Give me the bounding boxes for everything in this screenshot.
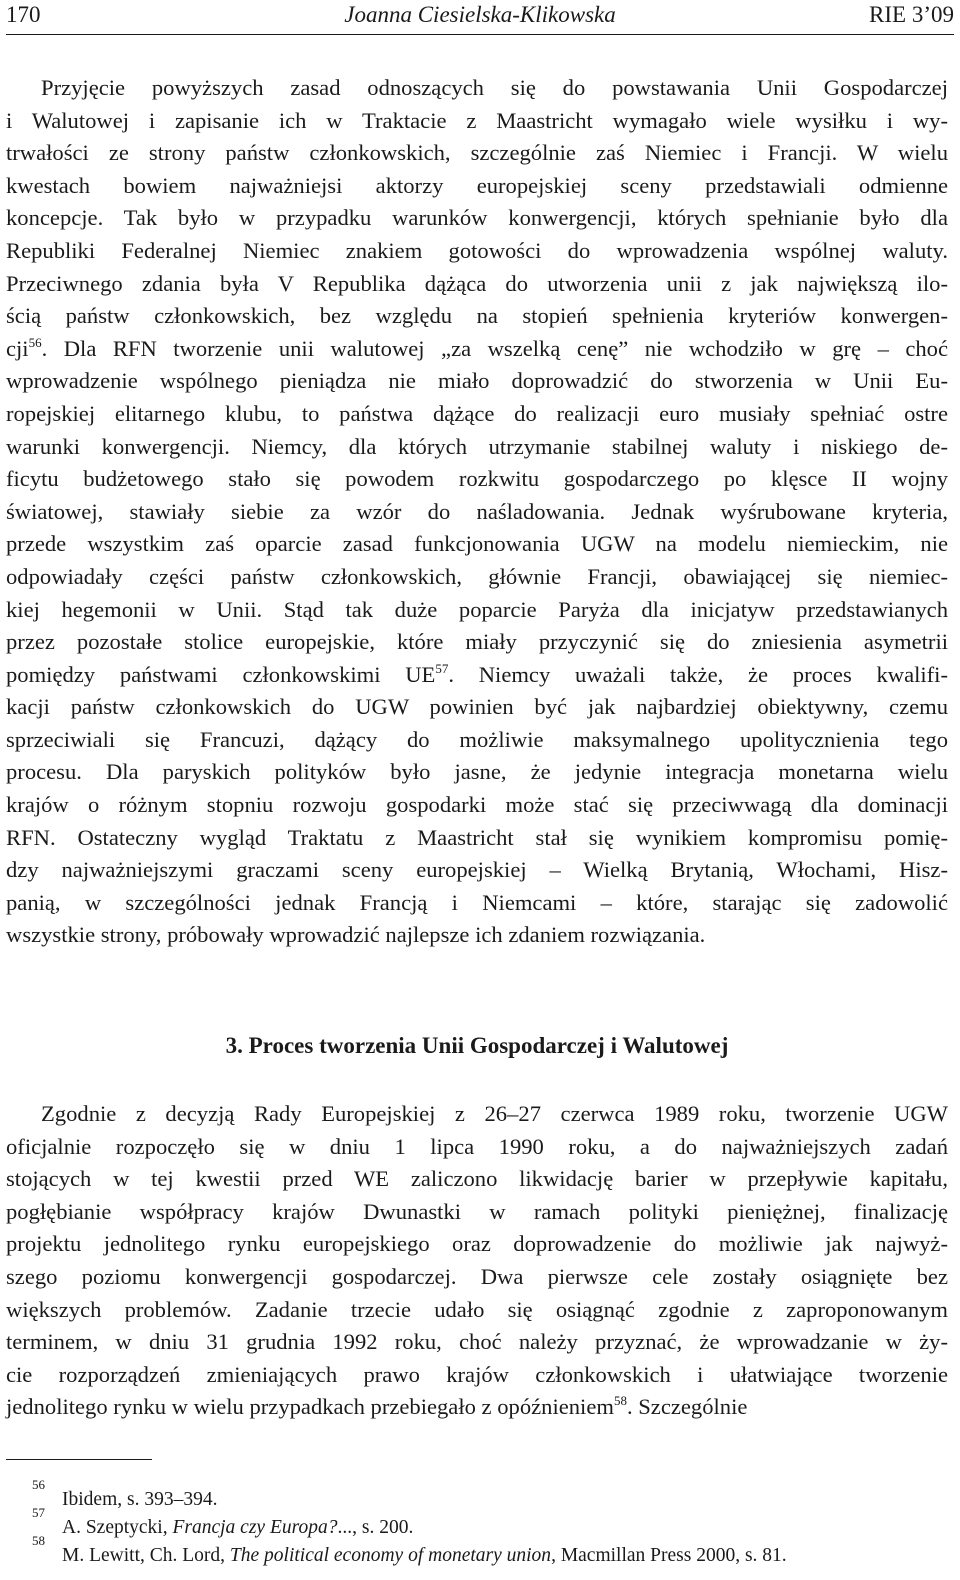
footnote-title: Francja czy Europa? <box>172 1517 338 1538</box>
line-text: projektu jednolitego rynku europejskiego oraz doprowadzenie do możliwie jak najwyż- <box>6 1231 948 1257</box>
line-text: RFN. Ostateczny wygląd Traktatu z Maastricht stał się wynikiem kompromisu pomię- <box>6 824 948 850</box>
line-text: szego poziomu konwergencji gospodarczej. Dwa pierwsze cele zostały osiągnięte bez <box>6 1263 948 1289</box>
paragraph-2 <box>6 1098 948 1424</box>
line-text: większych problemów. Zadanie trzecie udało się osiągnąć zgodnie z zaproponowanym <box>6 1296 948 1322</box>
line-text: pogłębianie współpracy krajów Dwunastki w ramach polityki pieniężnej, finalizację <box>6 1198 948 1224</box>
line-text: procesu. Dla paryskich polityków było jasne, że jedynie integracja monetarna wielu <box>6 759 948 785</box>
line-text: kwestach bowiem najważniejsi aktorzy europejskiej sceny przedstawiali odmienne <box>6 172 948 198</box>
text-line <box>6 1228 948 1261</box>
line-text: i Walutowej i zapisanie ich w Traktacie z Maastricht wymagało wiele wysiłku i wy- <box>6 107 948 133</box>
line-text: sprzeciwiali się Francuzi, dążący do możliwie maksymalnego upolitycznienia tego <box>6 726 948 752</box>
footnote-separator <box>6 1459 152 1460</box>
line-text: krajów o różnym stopniu rozwoju gospodarki może stać się przeciwwagą dla dominacji <box>6 792 948 818</box>
footnote-56 <box>6 1477 948 1514</box>
footnotes <box>6 1477 948 1570</box>
line-text: kacji państw członkowskich do UGW powinien być jak najbardziej obiektywny, czemu <box>6 694 948 720</box>
line-text: ścią państw członkowskich, bez względu na stopień spełnienia kryteriów konwergen- <box>6 303 948 329</box>
text-line <box>6 594 948 627</box>
line-text: dzy najważniejszymi graczami sceny europejskiej – Wielką Brytanią, Włochami, Hisz- <box>6 857 948 883</box>
text-line <box>6 1098 948 1131</box>
text-line <box>6 365 948 398</box>
footnote-text <box>62 1514 413 1542</box>
page-number: 170 <box>6 2 41 27</box>
footnote-57 <box>6 1505 948 1542</box>
text-line <box>6 398 948 431</box>
line-text: światowej, stawiały siebie za wzór do naśladowania. Jednak wyśrubowane kryteria, <box>6 498 948 524</box>
text-line <box>6 431 948 464</box>
text-line <box>6 561 948 594</box>
text-line <box>6 170 948 203</box>
line-text: cji <box>6 335 29 361</box>
text-line <box>6 919 948 952</box>
text-line <box>6 822 948 855</box>
line-text: jednolitego rynku w wielu przypadkach przebiegało z opóźnieniem <box>6 1394 614 1420</box>
text-line <box>6 854 948 887</box>
text-line <box>6 1359 948 1392</box>
footnote-text-part: A. Szeptycki, <box>62 1517 173 1538</box>
line-text: pomiędzy państwami członkowskimi UE <box>6 661 436 687</box>
footnote-reference: 57 <box>435 660 449 676</box>
footnote-text-part: , Macmillan Press 2000, s. 81. <box>551 1545 787 1566</box>
line-text: Republiki Federalnej Niemiec znakiem gotowości do wprowadzenia wspólnej waluty. <box>6 237 948 263</box>
line-text: Zgodnie z decyzją Rady Europejskiej z 26–27 czerwca 1989 roku, tworzenie UGW <box>41 1101 948 1126</box>
line-text: cie rozporządzeń zmieniających prawo krajów członkowskich i ułatwiające tworzenie <box>6 1361 948 1387</box>
line-text: wprowadzenie wspólnego pieniądza nie miało doprowadzić do stworzenia w Unii Eu- <box>6 368 948 394</box>
line-text: wszystkie strony, próbowały wprowadzić najlepsze ich zdaniem rozwiązania. <box>6 922 706 948</box>
journal-issue: RIE 3’09 <box>869 2 954 27</box>
line-text: trwałości ze strony państw członkowskich, szczególnie zaś Niemiec i Francji. W wielu <box>6 140 948 166</box>
text-line <box>6 300 948 333</box>
line-text: ropejskiej elitarnego klubu, to państwa dążące do realizacji euro musiały spełniać ostre <box>6 400 948 426</box>
text-line <box>6 1196 948 1229</box>
footnote-reference: 56 <box>28 334 42 350</box>
line-text: stojących w tej kwestii przed WE zaliczono likwidację barier w przepływie kapitału, <box>6 1166 948 1192</box>
text-line <box>6 137 948 170</box>
footnote-text <box>62 1486 217 1514</box>
footnote-text-part: M. Lewitt, Ch. Lord, <box>62 1545 230 1566</box>
line-text: odpowiadały części państw członkowskich, głównie Francji, obawiającej się niemiec- <box>6 563 948 589</box>
text-line <box>6 72 948 105</box>
footnote-text <box>62 1542 787 1570</box>
line-text-continued: . Dla RFN tworzenie unii walutowej „za wszelką cenę” nie wchodziło w grę – choć <box>41 335 948 361</box>
footnote-text-part: Ibidem, s. 393–394. <box>62 1489 218 1510</box>
author-name: Joanna Ciesielska-Klikowska <box>344 2 616 27</box>
line-text: przede wszystkim zaś oparcie zasad funkcjonowania UGW na modelu niemieckim, nie <box>6 531 948 557</box>
text-line <box>6 691 948 724</box>
footnote-text-part: ..., s. 200. <box>337 1517 414 1538</box>
paragraph-1 <box>6 72 948 952</box>
text-line <box>6 105 948 138</box>
line-text: panią, w szczególności jednak Francją i Niemcami – które, starając się zadowolić <box>6 889 948 915</box>
text-line <box>6 1326 948 1359</box>
text-line <box>6 1294 948 1327</box>
section-heading: 3. Proces tworzenia Unii Gospodarczej i Walutowej <box>225 1033 729 1058</box>
text-line <box>6 235 948 268</box>
text-line <box>6 202 948 235</box>
line-text-continued: . Niemcy uważali także, że proces kwalifi- <box>448 661 948 687</box>
footnote-title: The political economy of monetary union <box>229 1545 552 1566</box>
text-line <box>6 1131 948 1164</box>
footnote-number: 58 <box>32 1533 45 1548</box>
text-line <box>6 626 948 659</box>
text-line <box>6 528 948 561</box>
line-text: Przyjęcie powyższych zasad odnoszących się do powstawania Unii Gospodarczej <box>41 75 948 100</box>
text-line <box>6 496 948 529</box>
footnote-number: 56 <box>32 1477 45 1492</box>
line-text: kiej hegemonii w Unii. Stąd tak duże poparcie Paryża dla inicjatyw przedstawianych <box>6 596 948 622</box>
line-text: koncepcje. Tak było w przypadku warunków konwergencji, których spełnianie było dla <box>6 205 948 231</box>
line-text: przez pozostałe stolice europejskie, które miały przyczynić się do zniesienia asymetrii <box>6 629 948 655</box>
line-text: warunki konwergencji. Niemcy, dla których utrzymanie stabilnej waluty i niskiego de- <box>6 433 948 459</box>
text-line <box>6 724 948 757</box>
line-text: terminem, w dniu 31 grudnia 1992 roku, choć należy przyznać, że wprowadzanie w ży- <box>6 1329 948 1355</box>
line-text-continued: . Szczególnie <box>626 1394 748 1420</box>
text-line <box>6 887 948 920</box>
text-line <box>6 333 948 366</box>
running-header <box>6 0 954 35</box>
text-line <box>6 268 948 301</box>
text-line <box>6 1261 948 1294</box>
line-text: Przeciwnego zdania była V Republika dążąca do utworzenia unii z jak największą ilo- <box>6 270 948 296</box>
text-line <box>6 463 948 496</box>
line-text: oficjalnie rozpoczęło się w dniu 1 lipca 1990 roku, a do najważniejszych zadań <box>6 1133 948 1159</box>
footnote-number: 57 <box>32 1505 45 1520</box>
line-text: ficytu budżetowego stało się powodem rozkwitu gospodarczego po klęsce II wojny <box>6 466 948 492</box>
text-line <box>6 659 948 692</box>
text-line <box>6 789 948 822</box>
text-line <box>6 1163 948 1196</box>
text-line <box>6 1391 948 1424</box>
footnote-58 <box>6 1533 948 1570</box>
footnote-reference: 58 <box>613 1393 627 1409</box>
text-line <box>6 756 948 789</box>
